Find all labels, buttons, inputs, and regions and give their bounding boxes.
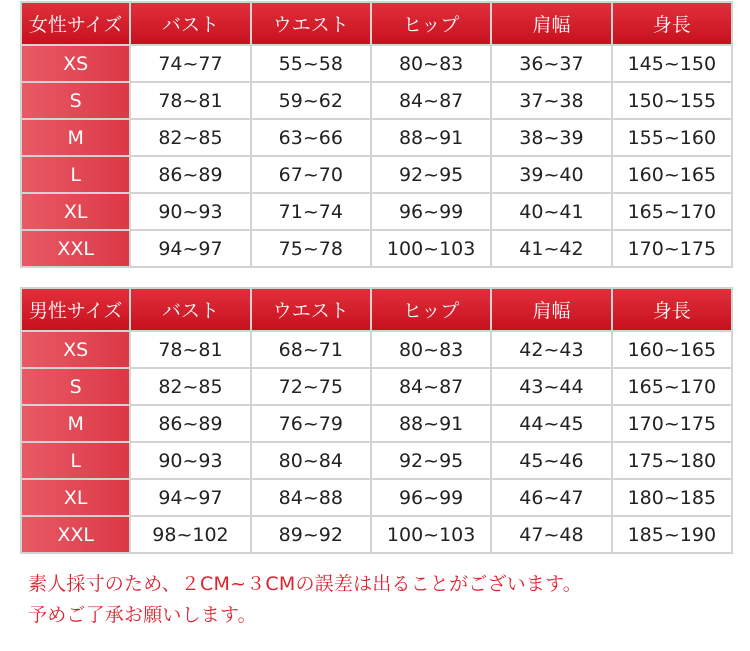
height-value: 180~185 — [613, 480, 731, 515]
height-value: 165~170 — [613, 369, 731, 404]
height-value: 170~175 — [613, 406, 731, 441]
size-label: L — [22, 443, 129, 478]
table-header-row — [22, 289, 731, 330]
shoulder-value: 47~48 — [492, 517, 610, 552]
header-waist: ウエスト — [252, 289, 370, 330]
hip-value: 96~99 — [372, 480, 490, 515]
height-value: 150~155 — [613, 83, 731, 118]
table-row — [22, 231, 731, 266]
shoulder-value: 41~42 — [492, 231, 610, 266]
header-hip: ヒップ — [372, 289, 490, 330]
bust-value: 86~89 — [131, 406, 249, 441]
height-value: 170~175 — [613, 231, 731, 266]
hip-value: 84~87 — [372, 369, 490, 404]
header-shoulder: 肩幅 — [492, 289, 610, 330]
table-row — [22, 83, 731, 118]
header-bust: バスト — [131, 3, 249, 44]
table-row — [22, 46, 731, 81]
bust-value: 90~93 — [131, 443, 249, 478]
header-shoulder: 肩幅 — [492, 3, 610, 44]
header-size: 女性サイズ — [22, 3, 129, 44]
hip-value: 92~95 — [372, 157, 490, 192]
waist-value: 67~70 — [252, 157, 370, 192]
height-value: 175~180 — [613, 443, 731, 478]
header-height: 身長 — [613, 289, 731, 330]
waist-value: 63~66 — [252, 120, 370, 155]
shoulder-value: 43~44 — [492, 369, 610, 404]
waist-value: 59~62 — [252, 83, 370, 118]
bust-value: 74~77 — [131, 46, 249, 81]
size-label: M — [22, 120, 129, 155]
table-row — [22, 369, 731, 404]
waist-value: 75~78 — [252, 231, 370, 266]
shoulder-value: 44~45 — [492, 406, 610, 441]
hip-value: 88~91 — [372, 406, 490, 441]
size-label: M — [22, 406, 129, 441]
height-value: 160~165 — [613, 332, 731, 367]
header-hip: ヒップ — [372, 3, 490, 44]
shoulder-value: 38~39 — [492, 120, 610, 155]
table-row — [22, 406, 731, 441]
bust-value: 82~85 — [131, 369, 249, 404]
hip-value: 100~103 — [372, 231, 490, 266]
size-label: XL — [22, 194, 129, 229]
table-row — [22, 480, 731, 515]
height-value: 160~165 — [613, 157, 731, 192]
shoulder-value: 46~47 — [492, 480, 610, 515]
waist-value: 76~79 — [252, 406, 370, 441]
shoulder-value: 36~37 — [492, 46, 610, 81]
hip-value: 88~91 — [372, 120, 490, 155]
table-row — [22, 120, 731, 155]
header-size: 男性サイズ — [22, 289, 129, 330]
acknowledgement-note: 予めご了承お願いします。 — [28, 604, 257, 626]
size-label: XS — [22, 46, 129, 81]
shoulder-value: 45~46 — [492, 443, 610, 478]
bust-value: 94~97 — [131, 480, 249, 515]
waist-value: 68~71 — [252, 332, 370, 367]
men-size-table — [20, 287, 733, 554]
size-label: L — [22, 157, 129, 192]
hip-value: 80~83 — [372, 332, 490, 367]
table-row — [22, 517, 731, 552]
bust-value: 78~81 — [131, 332, 249, 367]
bust-value: 78~81 — [131, 83, 249, 118]
hip-value: 96~99 — [372, 194, 490, 229]
shoulder-value: 40~41 — [492, 194, 610, 229]
shoulder-value: 39~40 — [492, 157, 610, 192]
measurement-note: 素人採寸のため、２CM~３CMの誤差は出ることがございます。 — [28, 573, 582, 595]
shoulder-value: 42~43 — [492, 332, 610, 367]
table-row — [22, 332, 731, 367]
height-value: 165~170 — [613, 194, 731, 229]
waist-value: 72~75 — [252, 369, 370, 404]
bust-value: 90~93 — [131, 194, 249, 229]
shoulder-value: 37~38 — [492, 83, 610, 118]
header-height: 身長 — [613, 3, 731, 44]
table-row — [22, 157, 731, 192]
height-value: 145~150 — [613, 46, 731, 81]
size-label: XXL — [22, 231, 129, 266]
table-header-row — [22, 3, 731, 44]
hip-value: 100~103 — [372, 517, 490, 552]
size-label: S — [22, 83, 129, 118]
height-value: 185~190 — [613, 517, 731, 552]
size-label: XS — [22, 332, 129, 367]
waist-value: 80~84 — [252, 443, 370, 478]
size-label: XXL — [22, 517, 129, 552]
waist-value: 55~58 — [252, 46, 370, 81]
hip-value: 92~95 — [372, 443, 490, 478]
bust-value: 82~85 — [131, 120, 249, 155]
waist-value: 71~74 — [252, 194, 370, 229]
waist-value: 89~92 — [252, 517, 370, 552]
header-bust: バスト — [131, 289, 249, 330]
table-row — [22, 443, 731, 478]
table-row — [22, 194, 731, 229]
bust-value: 86~89 — [131, 157, 249, 192]
size-label: XL — [22, 480, 129, 515]
bust-value: 94~97 — [131, 231, 249, 266]
women-size-table — [20, 1, 733, 268]
hip-value: 84~87 — [372, 83, 490, 118]
hip-value: 80~83 — [372, 46, 490, 81]
header-waist: ウエスト — [252, 3, 370, 44]
bust-value: 98~102 — [131, 517, 249, 552]
height-value: 155~160 — [613, 120, 731, 155]
waist-value: 84~88 — [252, 480, 370, 515]
size-label: S — [22, 369, 129, 404]
